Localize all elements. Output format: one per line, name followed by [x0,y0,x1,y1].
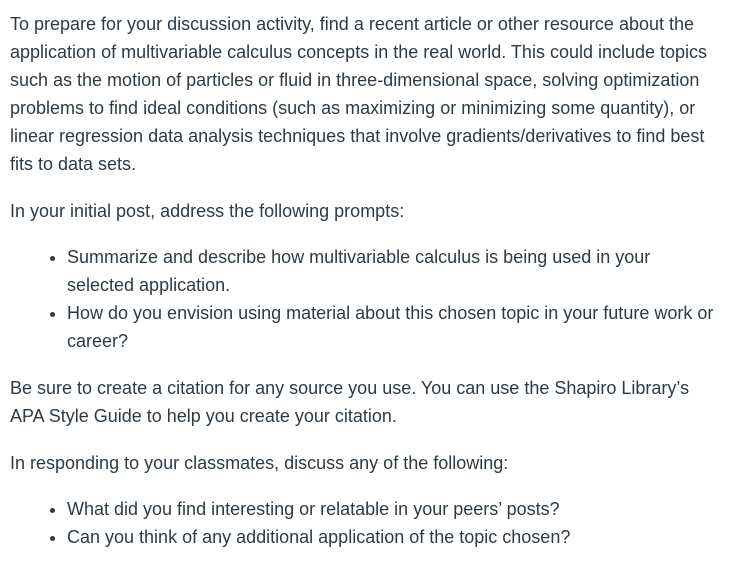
list-item: • What did you find interesting or relatable in your peers’ posts? [67,495,722,523]
citation-paragraph: Be sure to create a citation for any source you use. You can use the Shapiro Library’s APA Style Guide to help you create your citation. [10,378,690,426]
initial-post-prompts [10,243,722,355]
list-item: • Can you think of any additional application of the topic chosen? [67,523,722,551]
responses-lead: In responding to your classmates, discuss any of the following: [10,453,509,473]
intro-paragraph: To prepare for your discussion activity, find a recent article or other resource about the application of multivariable calculus concepts in the real world. This could include topics such as the motion of particles or fluid in three-dimensional space, solving optimization problems to find ideal conditions (such as maximizing or minimizing some quantity), or linear regression data analysis techniques that involve gradients/derivatives to find best fits to data sets. [10,14,708,174]
list-item: • How do you envision using material about this chosen topic in your future work or career? [67,299,722,355]
initial-post-lead: In your initial post, address the following prompts: [10,201,405,221]
response-prompts [10,495,722,551]
list-item: • Summarize and describe how multivariable calculus is being used in your selected application. [67,243,722,299]
